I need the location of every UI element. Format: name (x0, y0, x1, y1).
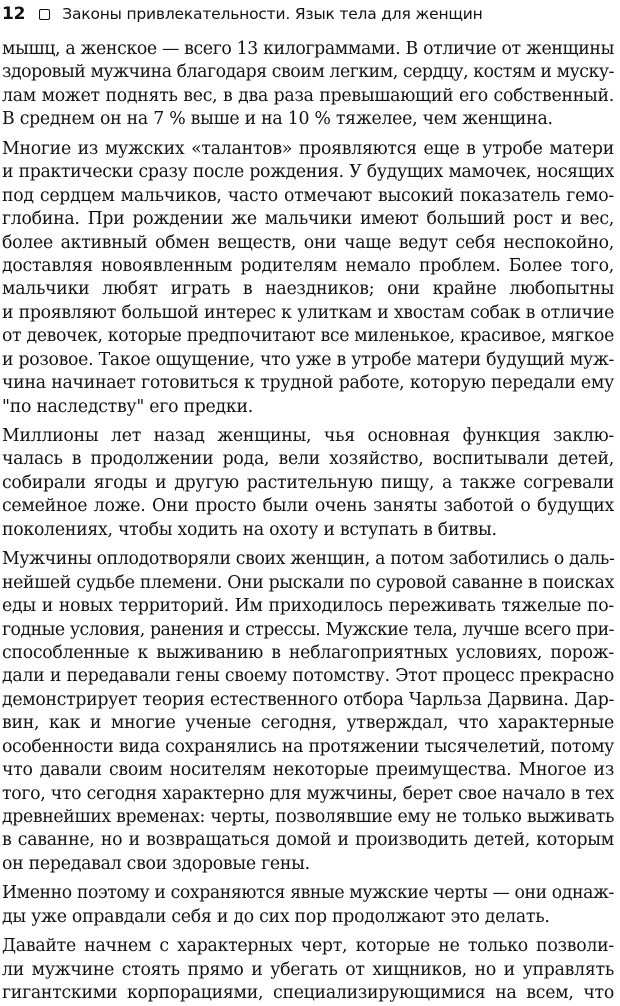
running-header (2, 2, 483, 26)
text-line: чина начинает готовиться к трудной работе, которую передали ему (2, 373, 614, 394)
text-line: и розовое. Такое ощущение, что уже в утробе матери будущий муж- (2, 349, 614, 370)
text-line: годные условия, ранения и стрессы. Мужские тела, лучше всего при- (2, 619, 614, 640)
text-line: способленные к выживанию в неблагоприятных условиях, порож- (2, 642, 614, 663)
book-title: Законы привлекательности. Язык тела для женщин (62, 5, 483, 23)
paragraph (2, 548, 614, 876)
text-line: более активный обмен веществ, они чаще ведут себя неспокойно, (2, 232, 614, 253)
paragraph (2, 935, 614, 1005)
paragraph (2, 138, 614, 419)
text-line: Именно поэтому и сохраняются явные мужские черты — они однаж- (2, 883, 614, 904)
text-line: поколениях, чтобы ходить на охоту и вступать в битвы. (2, 519, 497, 540)
text-line: нейшей судьбе племени. Они рыскали по суровой саванне в поисках (2, 572, 614, 593)
text-line: дали и передавали гены своему потомству. Этот процесс прекрасно (2, 666, 614, 687)
text-line: семейное ложе. Они просто были очень заняты заботой о будущих (2, 496, 614, 517)
text-line: и проявляют большой интерес к улиткам и хвостам собак в отличие (2, 302, 614, 323)
text-line: ды уже оправдали себя и до сих пор продолжают это делать. (2, 906, 550, 927)
text-line: того, что сегодня характерно для мужчины, берет свое начало в тех (2, 783, 614, 804)
text-line: древнейших временах: черты, позволявшие ему не только выживать (2, 807, 614, 827)
text-line: гигантскими корпорациями, специализирующимися на всем, что (2, 983, 614, 1004)
text-line: собирали ягоды и другую растительную пищу, а также согревали (2, 472, 614, 493)
text-line: он передавал свои здоровые гены. (2, 853, 310, 874)
text-line: мышц, а женское — всего 13 килограммами. В отличие от женщины (2, 39, 614, 59)
text-line: ли мужчине стоять прямо и убегать от хищников, но и управлять (2, 959, 614, 980)
text-line: В среднем он на 7 % выше и на 10 % тяжелее, чем женщина. (2, 109, 553, 130)
text-line: от девочек, которые предпочитают все миленькое, красивое, мягкое (2, 326, 614, 347)
text-line: чалась в продолжении рода, вели хозяйство, воспитывали детей, (2, 449, 614, 470)
text-line: особенности вида сохранялись на протяжении тысячелетий, потому (2, 736, 614, 757)
text-line: глобина. При рождении же мальчики имеют больший рост и вес, (2, 209, 614, 230)
text-line: еды и новых территорий. Им приходилось переживать тяжелые по- (2, 596, 614, 617)
text-line: демонстрирует теория естественного отбора Чарльза Дарвина. Дар- (2, 689, 614, 710)
text-line: здоровый мужчина благодаря своим легким, сердцу, костям и муску- (2, 62, 614, 83)
text-line: Миллионы лет назад женщины, чья основная функция заклю- (2, 426, 614, 446)
text-line: доставляя новоявленным родителям немало проблем. Более того, (2, 255, 614, 276)
text-line: мальчики любят играть в наездников; они крайне любопытны (2, 279, 614, 300)
text-line: Многие из мужских «талантов» проявляются еще в утробе матери (2, 138, 614, 159)
paragraph (2, 425, 614, 542)
square-bullet-icon (39, 9, 50, 20)
text-line: Давайте начнем с характерных черт, которые не только позволи- (2, 936, 614, 957)
page-number: 12 (2, 4, 26, 24)
text-line: в саванне, но и возвращаться домой и производить детей, которым (2, 830, 614, 851)
paragraph (2, 38, 614, 132)
text-line: и практически сразу после рождения. У будущих мамочек, носящих (2, 162, 614, 183)
text-line: вин, как и многие ученые сегодня, утверждал, что характерные (2, 713, 614, 734)
paragraph (2, 882, 614, 929)
text-line: Мужчины оплодотворяли своих женщин, а потом заботились о даль- (2, 549, 615, 570)
text-line: лам может поднять вес, в два раза превышающий его собственный. (2, 85, 614, 106)
text-line: что давали своим носителям некоторые преимущества. Многое из (2, 760, 614, 781)
body-text (2, 38, 614, 1006)
text-line: "по наследству" его предки. (2, 396, 253, 417)
text-line: под сердцем мальчиков, часто отмечают высокий показатель гемо- (2, 185, 614, 206)
